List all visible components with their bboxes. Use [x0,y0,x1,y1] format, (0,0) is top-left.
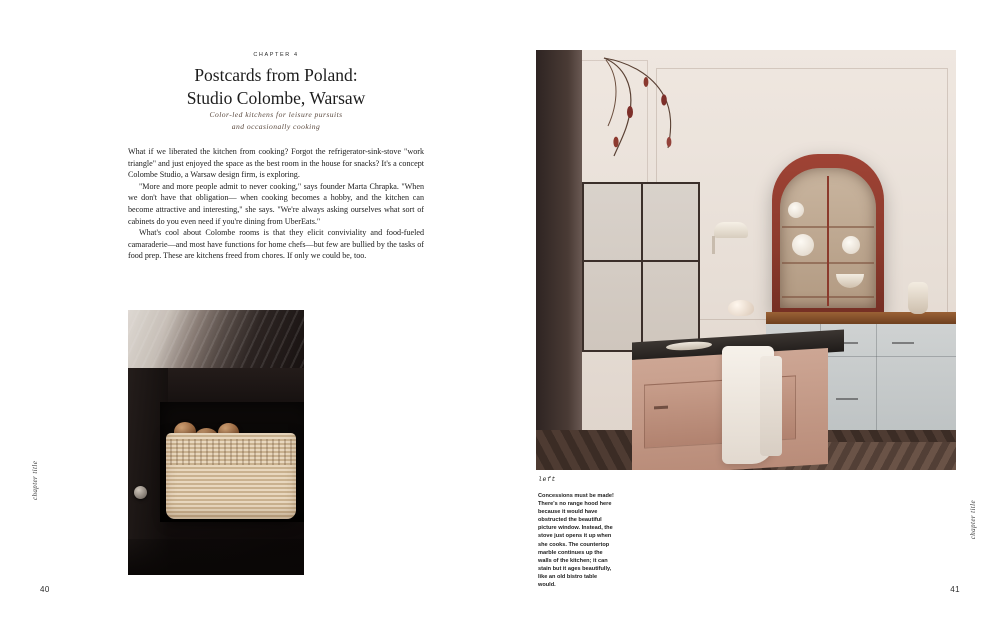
teapot [728,300,754,316]
wicker-basket [166,433,296,519]
chapter-label: CHAPTER 4 [253,52,299,58]
window-mullion-vertical [641,184,643,350]
marble-countertop [128,310,304,368]
wood-countertop [766,312,956,324]
hanging-plant [594,56,714,166]
page-number-left: 40 [40,585,50,594]
running-head-right: chapter title [969,500,977,540]
page-title-line-2: Studio Colombe, Warsaw [186,88,366,108]
article-body [128,146,424,262]
island-corbel [760,356,782,456]
ceramic-plate [792,234,814,256]
wall-sconce-arm [712,236,715,254]
window-mullion-horizontal [584,260,698,262]
article-paragraph: What's cool about Colombe rooms is that they elicit conviviality and food-fueled camaraderie—and most have functions for home chefs—but few are bullied by the tasks of food prep. These are kitchens freed from chores. If only we could be, too. [128,228,424,261]
page-number-right: 41 [950,585,960,594]
page-title-line-1: Postcards from Poland: [194,65,358,85]
page-title [124,64,428,110]
drawer-handle [134,486,147,499]
drawer-pull [836,398,858,400]
kitchen-interior-photo [536,50,956,470]
page-subtitle [134,109,418,132]
cabinet-seam [876,324,877,446]
dark-side-wall [536,50,582,470]
kitchen-drawer-photo [128,310,304,575]
running-head-left: chapter title [31,460,39,500]
article-paragraph: "More and more people admit to never cooking," says founder Marta Chrapka. "When we don't have that obligation— when cooking becomes a hobby, and the kitchen can become attractive and interesting," she says. "We're always asking ourselves what sort of cabinets do you even need if you're dining from UberEats." [128,181,424,226]
ceramic-pitcher [908,282,928,314]
ceramic-plate [788,202,804,218]
page-subtitle-line-2: and occasionally cooking [231,121,321,131]
wall-sconce [714,222,748,238]
drawer-pull [892,342,914,344]
caption-body: Concessions must be made! There's no range hood here because it would have obstructed the beautiful picture window. Instead, the stove just opens it up when she cooks. The countertop marble continues up the walls of the kitchen; it can stain but it ages beautifully, like an old bistro table would. [538,493,614,589]
picture-window [582,182,700,352]
caption-label: left [538,476,557,483]
cabinet-glass-divider [827,176,829,306]
floor-shadow [128,539,304,575]
article-paragraph: What if we liberated the kitchen from cooking? Forgot the refrigerator-sink-stove "work triangle" and just enjoyed the space as the best room in the house for snacks? It's a concept Colombe Studio, a Warsaw design firm, is exploring. [128,147,424,180]
page-subtitle-line-1: Color-led kitchens for leisure pursuits [209,110,343,119]
ceramic-plate [842,236,860,254]
